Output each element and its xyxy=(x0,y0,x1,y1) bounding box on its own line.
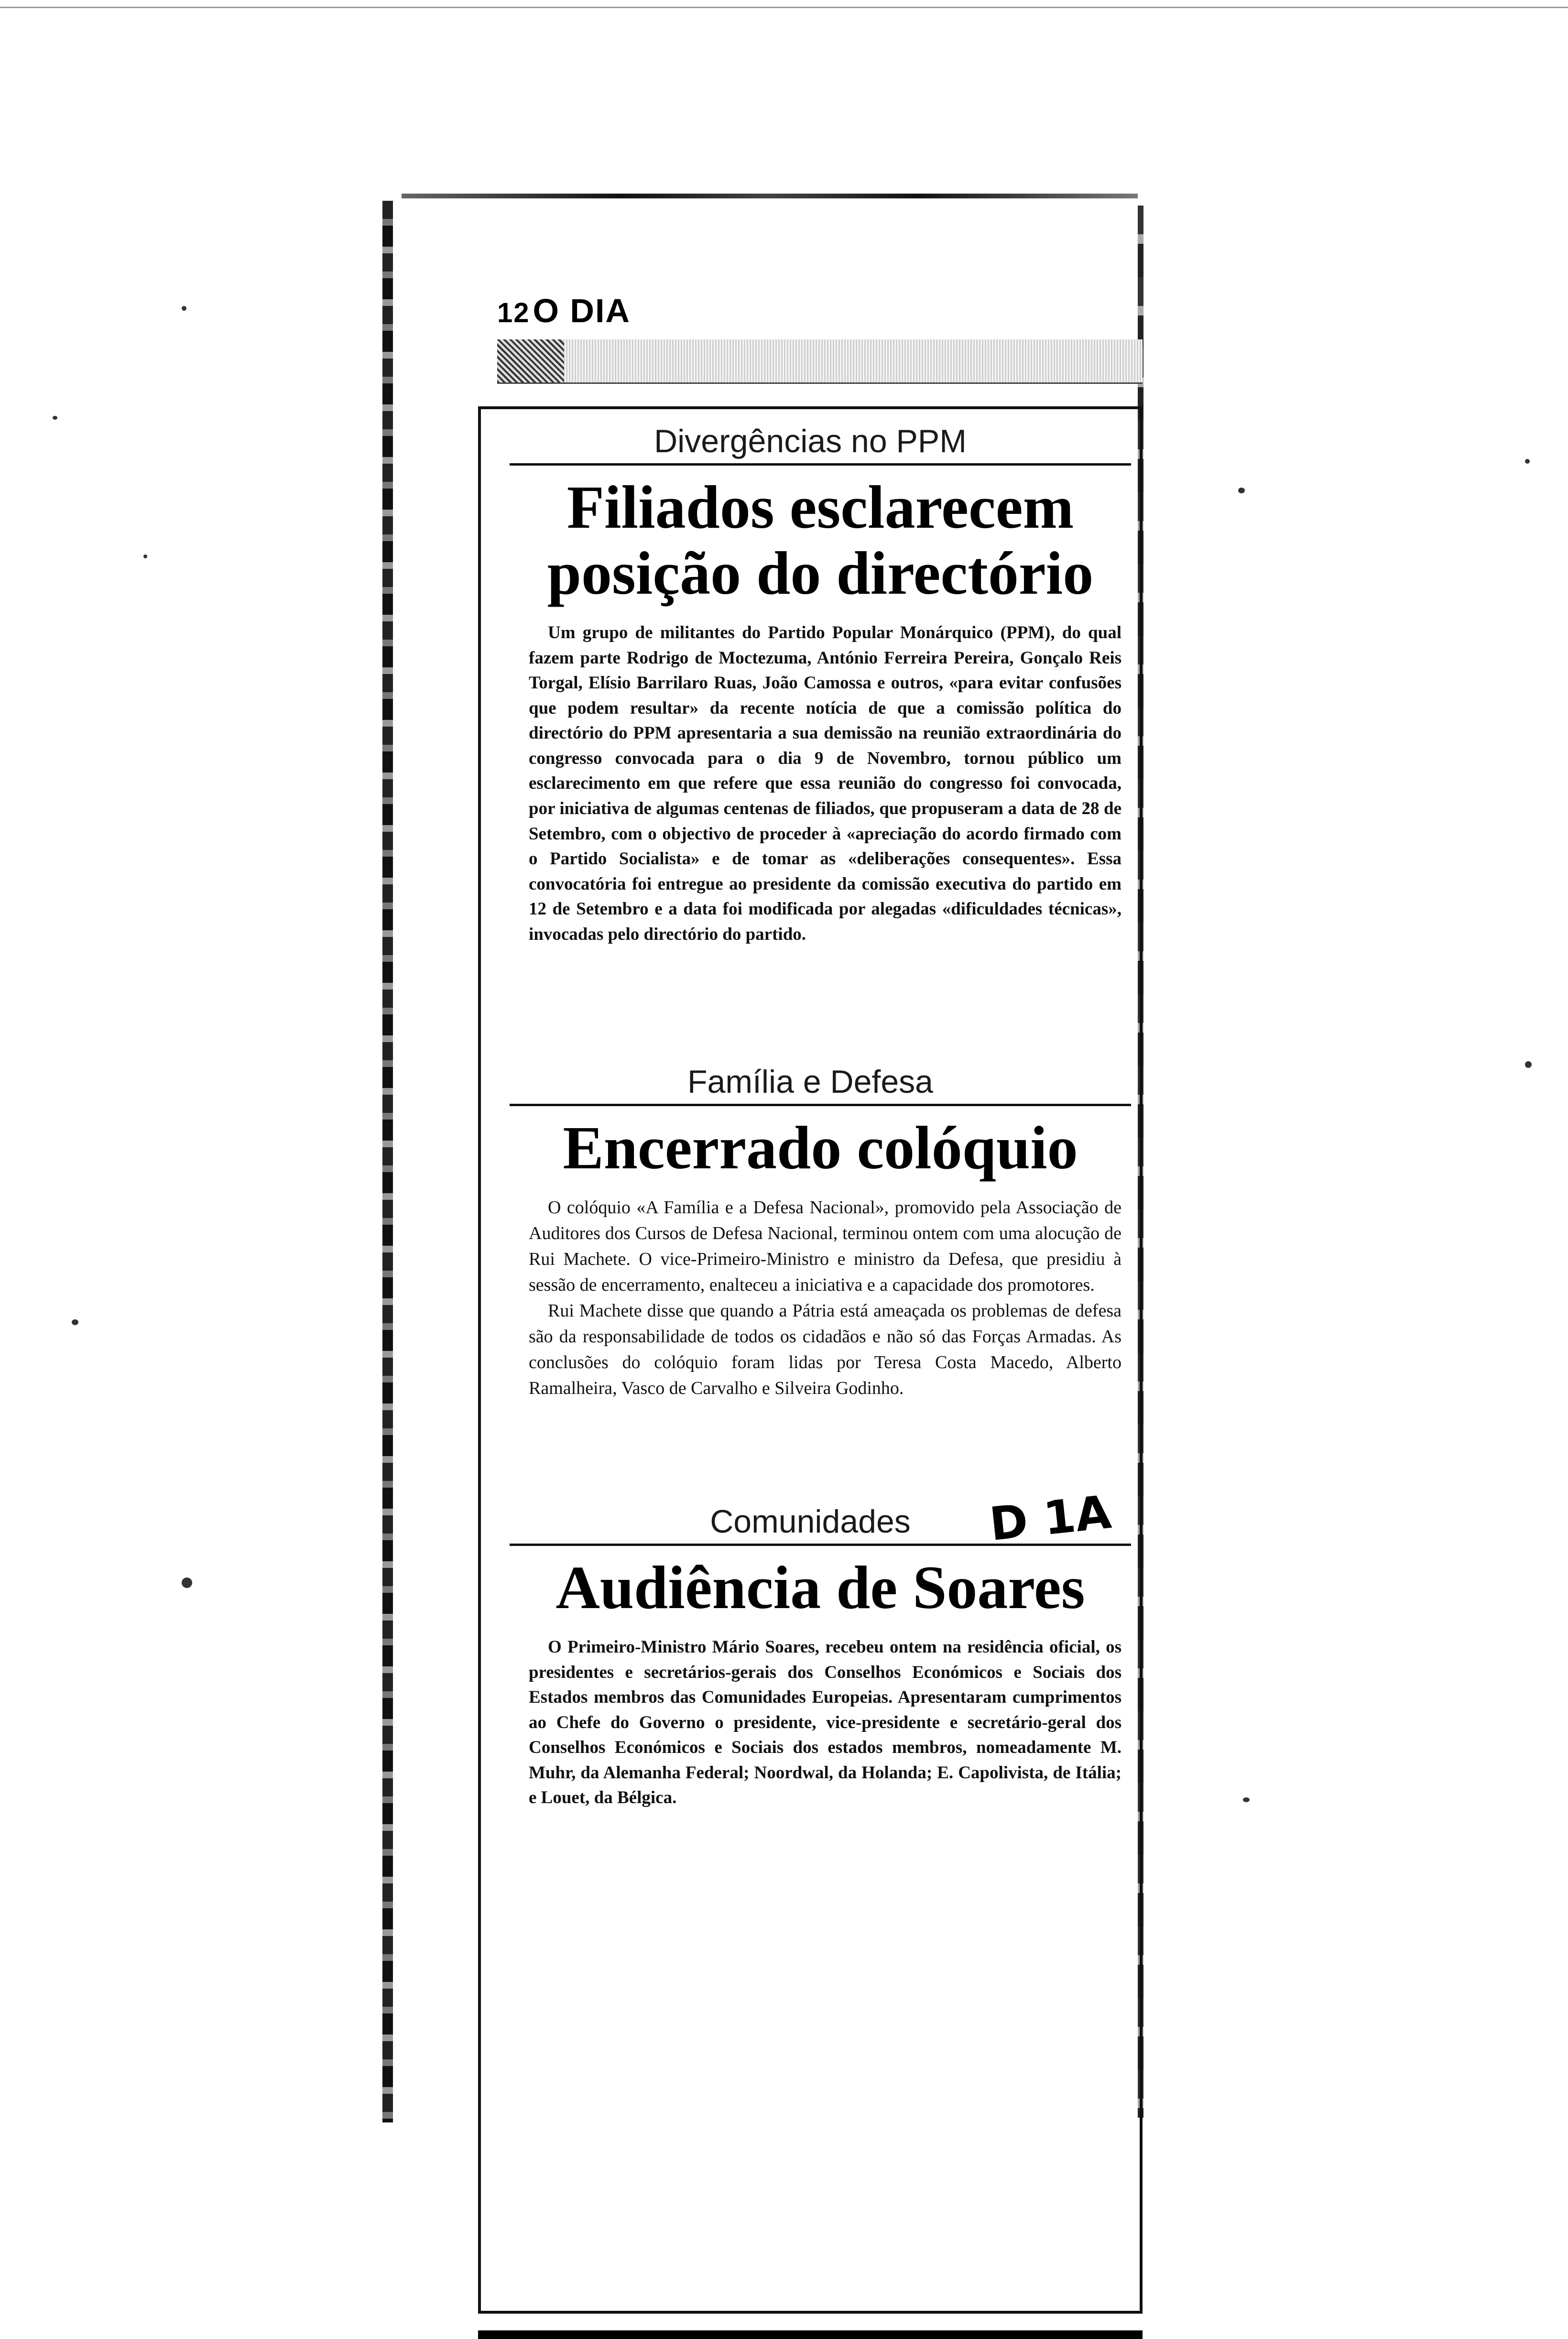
masthead-bar xyxy=(497,339,1143,384)
scan-speck xyxy=(1238,488,1245,493)
article-paragraph: Um grupo de militantes do Partido Popular Monárquico (PPM), do qual fazem parte Rodrigo de Moctezuma, António Ferreira Pereira, Gonçalo Reis Torgal, Elísio Barrilaro Ruas, João Camossa e outros, «para evitar confusões que podem resultar» da recente notícia de que a comissão política do directório do PPM apresentaria a sua demissão na reunião extraordinária do congresso convocada para o dia 9 de Novembro, tornou público um esclarecimento em que refere que essa reunião do congresso foi convocada, por iniciativa de algumas centenas de filiados, que propuseram a data de 28 de Setembro, com o objectivo de proceder à «apreciação do acordo firmado com o Partido Socialista» e de tomar as «deliberações consequentes». Essa convocatória foi entregue ao presidente da comissão executiva do partido em 12 de Setembro e a data foi modificada por alegadas «dificuldades técnicas», invocadas pelo directório do partido. xyxy=(529,623,1122,944)
page-number: 12 xyxy=(497,297,530,328)
scan-top-border xyxy=(0,7,1568,8)
clipping-bottom-rule xyxy=(478,2330,1143,2339)
article-paragraph: O Primeiro-Ministro Mário Soares, recebeu ontem na residência oficial, os presidentes e secretários-gerais dos Conselhos Económicos e Sociais dos Estados membros das Comunidades Europeias. Apresentaram cumprimentos ao Chefe do Governo o presidente, vice-presidente e secretário-geral dos Conselhos Económicos e Sociais dos estados membros, nomeadamente M. Muhr, da Alemanha Federal; Noordwal, da Holanda; E. Capolivista, de Itália; e Louet, da Bélgica. xyxy=(529,1637,1122,1808)
scan-speck xyxy=(182,1577,192,1588)
scan-speck xyxy=(1525,1061,1532,1068)
article-kicker: Família e Defesa xyxy=(687,1064,933,1100)
article-headline: Audiência de Soares xyxy=(555,1553,1085,1621)
article-body xyxy=(529,1195,1122,1402)
headline-line: posição do directório xyxy=(547,539,1094,608)
clipping-top-edge xyxy=(402,194,1138,198)
article-body xyxy=(529,1635,1122,1811)
article-headline: Encerrado colóquio xyxy=(563,1113,1078,1182)
scan-speck xyxy=(1525,459,1530,464)
article-kicker: Comunidades xyxy=(710,1503,911,1540)
article-body xyxy=(529,620,1122,947)
article-box xyxy=(478,406,1143,2314)
kicker-rule xyxy=(510,1104,1131,1106)
article-headline xyxy=(510,474,1131,606)
newspaper-name: O DIA xyxy=(533,292,631,329)
kicker-rule xyxy=(510,463,1131,466)
article-ppm xyxy=(481,424,1140,947)
article-paragraph: Rui Machete disse que quando a Pátria está ameaçada os problemas de defesa são da responsabilidade de todos os cidadãos e não só das Forças Armadas. As conclusões do colóquio foram lidas por Teresa Costa Macedo, Alberto Ramalheira, Vasco de Carvalho e Silveira Godinho. xyxy=(529,1300,1122,1398)
article-kicker: Divergências no PPM xyxy=(654,423,967,459)
masthead xyxy=(497,292,631,330)
article-soares xyxy=(481,1504,1140,1811)
scan-speck xyxy=(182,306,186,311)
clipping-left-edge xyxy=(382,201,393,2122)
article-coloquio xyxy=(481,1064,1140,1402)
headline-line: Filiados esclarecem xyxy=(566,473,1074,541)
scan-speck xyxy=(1243,1797,1250,1802)
scan-speck xyxy=(143,555,147,558)
scan-speck xyxy=(53,416,57,420)
article-paragraph: O colóquio «A Família e a Defesa Nacional», promovido pela Associação de Auditores dos Cursos de Defesa Nacional, terminou ontem com uma alocução de Rui Machete. O vice-Primeiro-Ministro e ministro da Defesa, que presidiu à sessão de encerramento, enalteceu a iniciativa e a capacidade dos promotores. xyxy=(529,1197,1122,1295)
handwritten-annotation: D 1A xyxy=(987,1485,1114,1551)
scan-speck xyxy=(72,1319,78,1325)
